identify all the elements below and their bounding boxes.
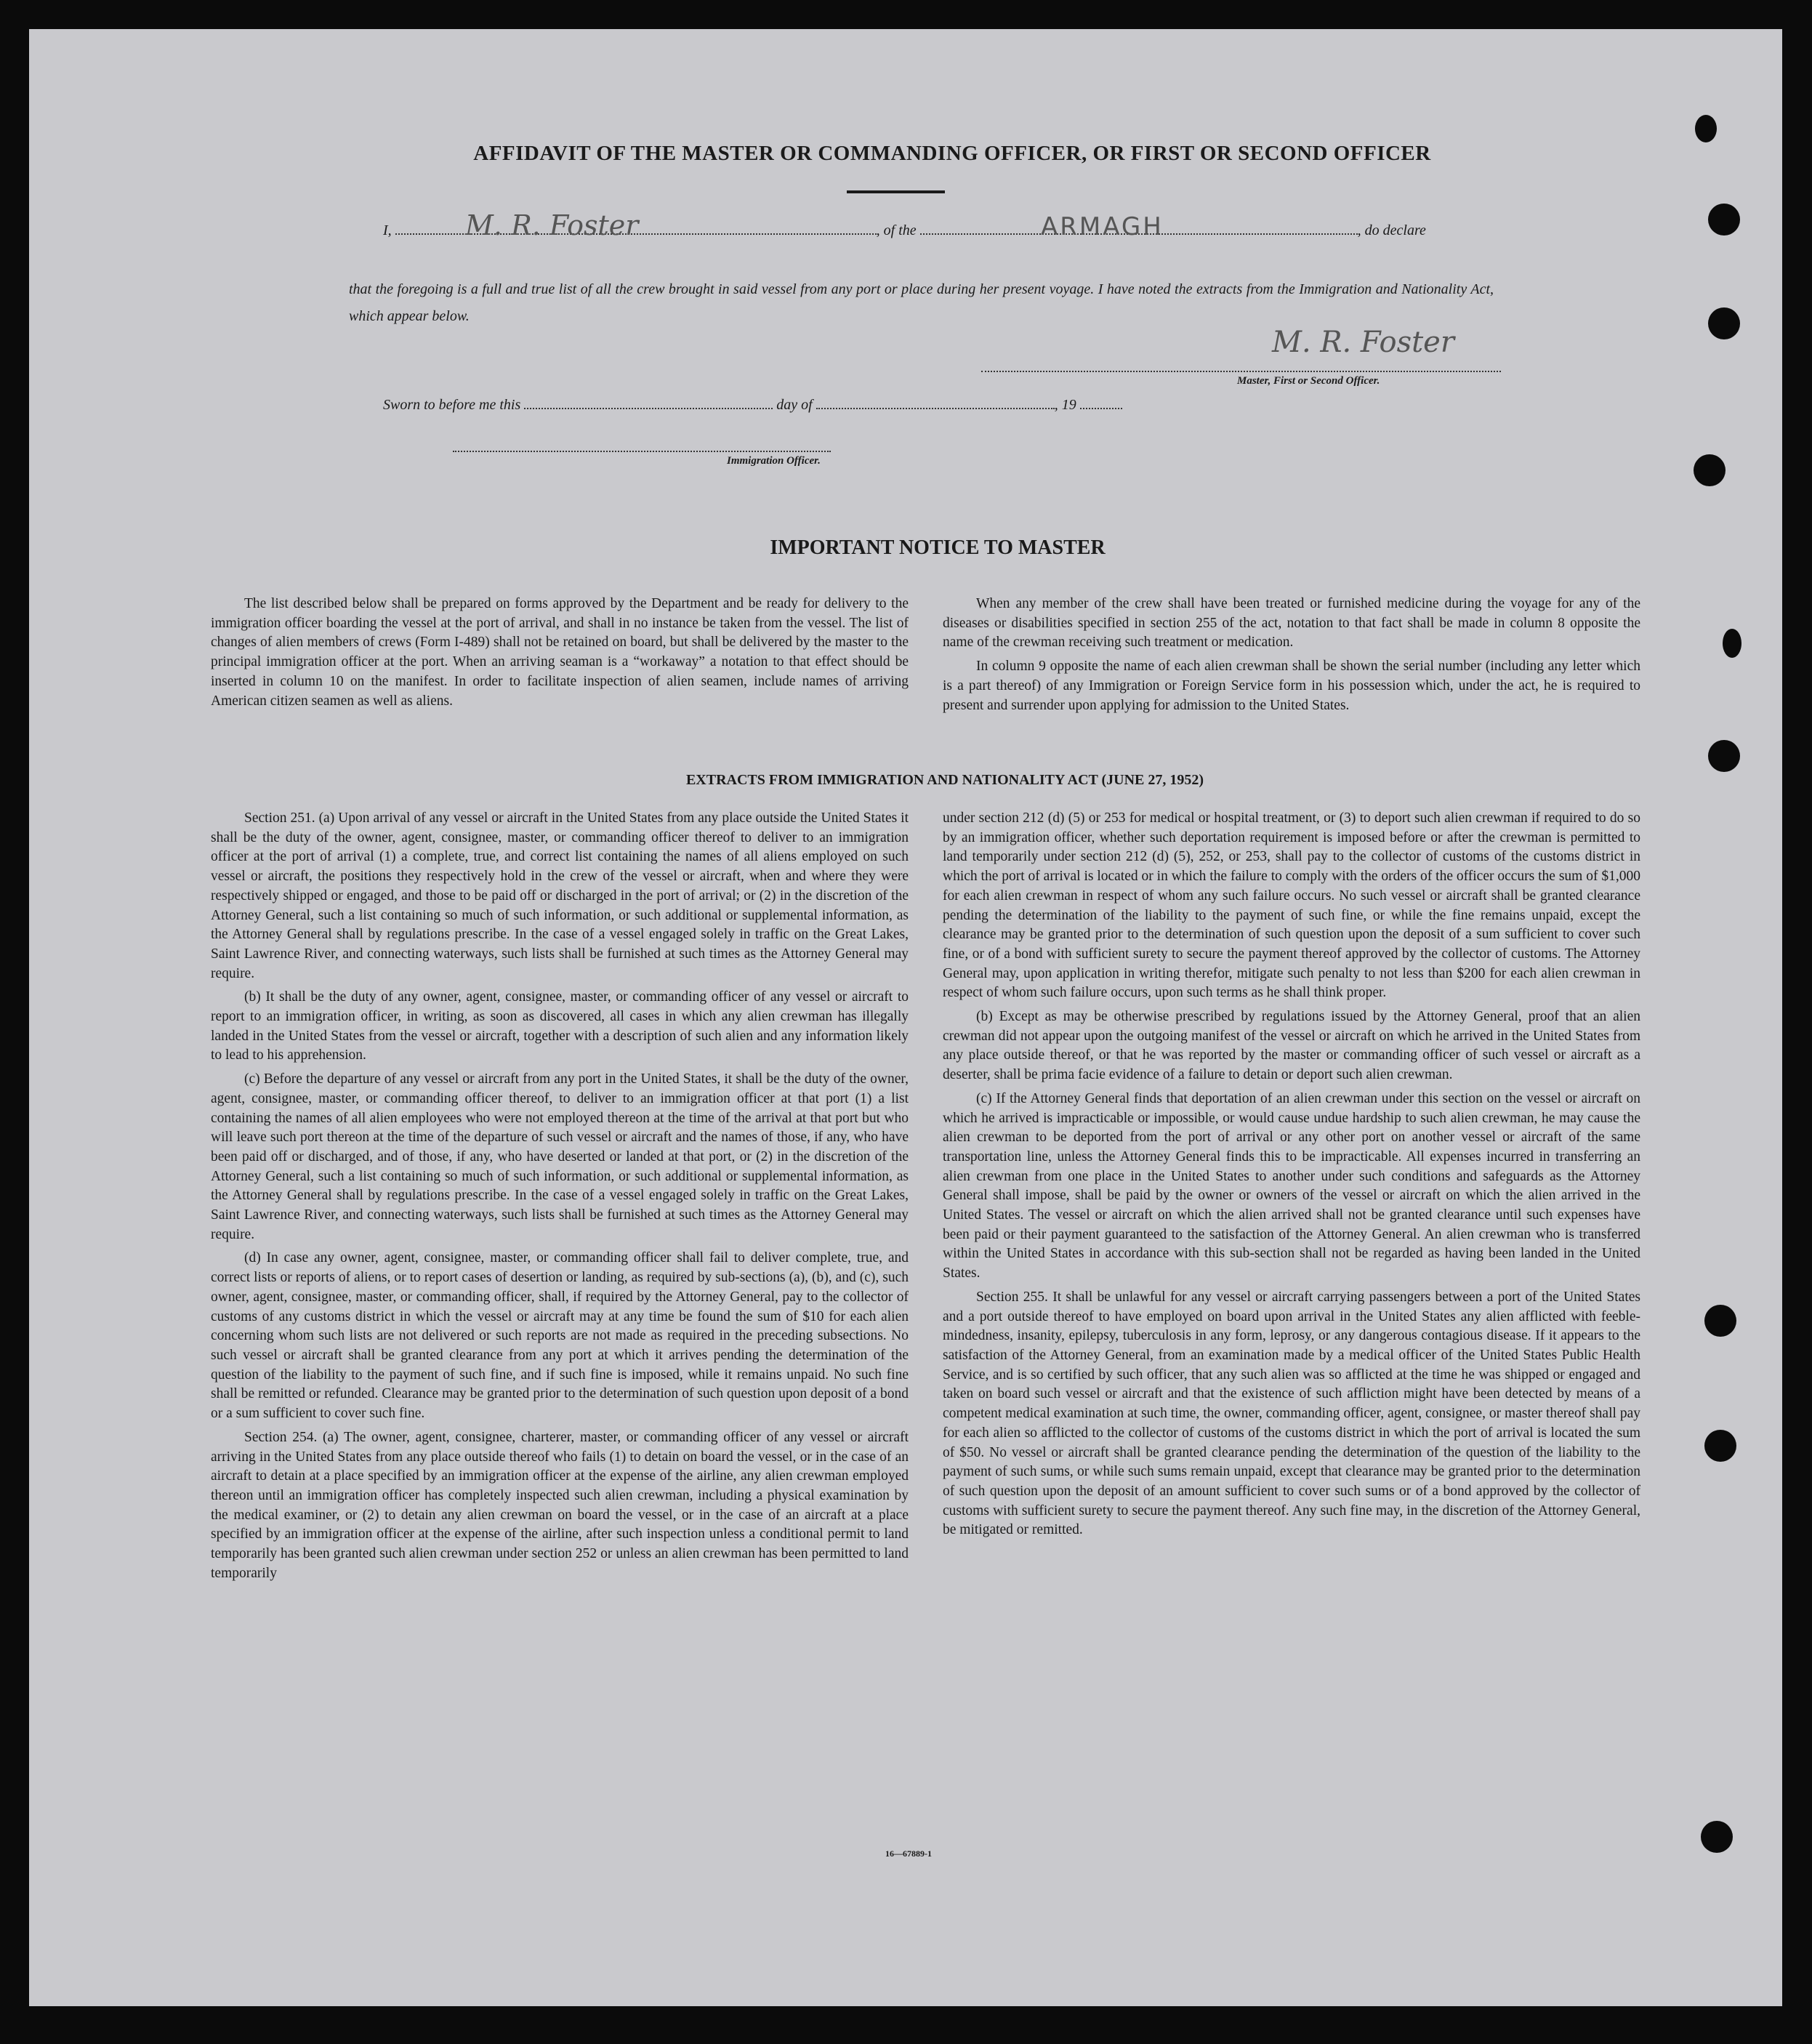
year-field (1080, 408, 1122, 409)
punch-hole (1708, 307, 1740, 339)
affidavit-statement: that the foregoing is a full and true list of all the crew brought in said vessel from any port or place during her present voyage. I have noted the extracts from the Immigration and Nationality Act, which appear below. (349, 281, 1494, 324)
notice-right-column (943, 595, 1640, 715)
notice-left-column (211, 595, 909, 711)
section-251-a: Section 251. (a) Upon arrival of any vessel or aircraft in the United States from any place outside the United States it shall be the duty of the owner, agent, consignee, master, or commanding officer thereof to deliver to an immigration officer at the port of arrival (1) a complete, true, and correct list containing the names of all aliens employed on such vessel or aircraft, the positions they respectively hold in the crew of the vessel or aircraft, when and where they were respectively shipped or engaged, and those to be paid off or discharged in the port of arrival; or (2) in the discretion of the Attorney General, such a list containing so much of such information, or such additional or supplemental information, as the Attorney General shall by regulations prescribe. In the case of a vessel engaged solely in traffic on the Great Lakes, Saint Lawrence River, and connecting waterways, such lists shall be furnished at such times as the Attorney General may require. (211, 810, 909, 981)
section-254-a-continued: under section 212 (d) (5) or 253 for medical or hospital treatment, or (3) to deport such alien crewman if required to do so by an immigration officer, whether such deportation requirement is imposed before or after the crewman is permitted to land temporarily under section 212 (d) (5), 252, or 253, shall pay to the collector of customs of the customs district in which the port of arrival is located or in which the failure to comply with the orders of the officer occurs the sum of $1,000 for each alien crewman in respect of whom any such failure occurs. No such vessel or aircraft shall be granted clearance pending the determination of the liability to the payment of such fine, or while the fine remains unpaid, except the clearance may be granted prior to the determination of such question upon the deposit of a sum sufficient to cover such fine, or of a bond with sufficient surety to secure the payment thereof approved by the collector of customs. The Attorney General may, upon application in writing therefor, mitigate such penalty to not less than $200 for each alien crewman in respect of whom such failure occurs, upon such terms as he shall think proper. (943, 810, 1640, 1001)
signature-caption: Master, First or Second Officer. (1237, 375, 1380, 387)
section-254-a: Section 254. (a) The owner, agent, consignee, charterer, master, or commanding officer of any vessel or aircraft arriving in the United States from any place outside thereof who fails (1) to detain on board the vessel, or in the case of an aircraft to detain at a place specified by an immigration officer at the expense of the airline, any alien crewman employed thereon until an immigration officer has completely inspected such alien crewman, including a physical examination by the medical examiner, or (2) to detain any alien crewman on board the vessel, or in the case of an aircraft at a place specified by an immigration officer at the expense of the airline, after such inspection unless a conditional permit to land temporarily has been granted such alien crewman under section 252 or unless an alien crewman has been permitted to land temporarily (211, 1429, 909, 1581)
section-251-d: (d) In case any owner, agent, consignee, master, or commanding officer shall fail to deliver complete, true, and correct lists or reports of aliens, or to report cases of desertion or landing, as required by sub-sections (a), (b), and (c), such owner, agent, consignee, master, or commanding officer, shall, if required by the Attorney General, pay to the collector of customs of any customs district in which the vessel or aircraft may at any time be found the sum of $10 for each alien concerning whom such lists are not delivered or such reports are not made as required in the preceding subsections. No such vessel or aircraft shall be granted clearance from any port at which it arrives pending the determination of the question of the liability to the payment of such fine, and if such fine is imposed, while it remains unpaid. No such fine shall be remitted or refunded. Clearance may be granted prior to the determination of such question upon deposit of a bond or a sum sufficient to cover such fine. (211, 1250, 909, 1422)
sworn-date-field (524, 408, 773, 409)
document-sheet (29, 29, 1782, 2006)
notice-title: IMPORTANT NOTICE TO MASTER (770, 536, 1106, 559)
officer-signature-line (453, 451, 831, 452)
i-label: I, (383, 222, 392, 238)
punch-hole (1694, 454, 1726, 486)
notice-paragraph: When any member of the crew shall have been treated or furnished medicine during the voyage for any of the diseases or disabilities specified in section 255 of the act, notation to that fact shall be made in column 8 opposite the name of the crewman receiving such treatment or medication. (943, 596, 1640, 651)
extracts-left-column (211, 809, 909, 1583)
extracts-title: EXTRACTS FROM IMMIGRATION AND NATIONALITY ACT (JUNE 27, 1952) (685, 772, 1204, 788)
extracts-right-column (943, 809, 1640, 1540)
signature-handwritten: M. R. Foster (1272, 326, 1454, 359)
master-name-handwritten: M. R. Foster (465, 209, 639, 241)
punch-hole (1701, 1821, 1733, 1853)
section-251-b: (b) It shall be the duty of any owner, agent, consignee, master, or commanding officer of any vessel or aircraft to report to an immigration officer, in writing, as soon as discovered, all cases in which any alien crewman has illegally landed in the United States from the vessel or aircraft, together with a description of such alien and any information likely to lead to his apprehension. (211, 989, 909, 1063)
title-divider (847, 190, 945, 193)
sworn-label: Sworn to before me this (383, 397, 521, 413)
punch-hole (1704, 1305, 1736, 1337)
vessel-name-handwritten: ARMAGH (1041, 212, 1164, 241)
signature-line (981, 371, 1501, 372)
punch-hole (1708, 740, 1740, 772)
affidavit-title: AFFIDAVIT OF THE MASTER OR COMMANDING OFFICER, OR FIRST OR SECOND OFFICER (473, 142, 1431, 165)
day-of-label: day of (776, 397, 813, 413)
month-field (816, 408, 1055, 409)
section-254-c: (c) If the Attorney General finds that deportation of an alien crewman under this section on the vessel or aircraft on which he arrived is impracticable or impossible, or would cause undue hardship to such alien crewman, he may cause the alien crewman to be deported from the port of arrival or any other port on another vessel or aircraft of the same transportation line, unless the Attorney General finds this to be impracticable. All expenses incurred in transferring an alien crewman from one place in the United States to another under such conditions and safeguards as the Attorney General shall impose, shall be paid by the owner or owners of the vessel or aircraft on which the alien arrived in the United States. The vessel or aircraft on which the alien arrived shall not be granted clearance until such expenses have been paid or their payment guaranteed to the satisfaction of the Attorney General. An alien crewman who is transferred within the United States in accordance with this sub-section shall not be regarded as having been landed in the United States. (943, 1090, 1640, 1281)
of-the-label: , of the (876, 222, 917, 238)
year-label: , 19 (1054, 397, 1076, 413)
notice-paragraph: In column 9 opposite the name of each alien crewman shall be shown the serial number (including any letter which is a part thereof) of any Immigration or Foreign Service form in his possession which, under the act, he is required to present and surrender upon applying for admission to the United States. (943, 659, 1640, 713)
officer-caption: Immigration Officer. (727, 455, 821, 467)
sworn-line (383, 397, 1122, 414)
punch-hole (1704, 1430, 1736, 1462)
declare-label: , do declare (1357, 222, 1426, 238)
punch-hole (1695, 115, 1717, 142)
punch-hole (1723, 629, 1741, 658)
page (29, 29, 1782, 2006)
notice-paragraph: The list described below shall be prepared on forms approved by the Department and be ready for delivery to the immigration officer boarding the vessel at the port of arrival, and shall in no instance be taken from the vessel. The list of changes of alien members of crews (Form I-489) shall not be retained on board, but shall be delivered by the master to the principal immigration officer at the port. When an arriving seaman is a “workaway” a notation to that effect should be inserted in column 10 on the manifest. In order to facilitate inspection of alien seamen, include names of arriving American citizen seamen as well as aliens. (211, 596, 909, 709)
punch-hole (1708, 204, 1740, 236)
section-251-c: (c) Before the departure of any vessel or aircraft from any port in the United States, it shall be the duty of the owner, agent, consignee, master, or commanding officer thereof, to deliver to an immigration officer at that port (1) a list containing the names of all alien employees who were not employed thereon at the time of the arrival at that port but who will leave such port thereon at the time of the departure of such vessel or aircraft and the names of those, if any, who have been paid off or discharged, and of those, if any, who have deserted or landed at that port, or (2) in the discretion of the Attorney General, such a list containing so much of such information, or such additional or supplemental information, as the Attorney General shall by regulations prescribe. In the case of a vessel engaged solely in traffic on the Great Lakes, Saint Lawrence River, and connecting waterways, such lists shall be furnished at such times as the Attorney General may require. (211, 1071, 909, 1242)
section-255: Section 255. It shall be unlawful for any vessel or aircraft carrying passengers between a port of the United States and a port outside thereof to have employed on board upon arrival in the United States any alien afflicted with feeble-mindedness, insanity, epilepsy, tuberculosis in any form, leprosy, or any dangerous contagious disease. If it appears to the satisfaction of the Attorney General, from an examination made by a medical officer of the United States Public Health Service, and is so certified by such officer, that any such alien was so afflicted at the time he was shipped or engaged and taken on board such vessel or aircraft and that the existence of such affliction might have been detected by means of a competent medical examination at such time, the owner, commanding officer, agent, consignee, or master thereof shall pay for each alien so afflicted to the collector of customs of the customs district in which the port of arrival is located the sum of $50. No vessel or aircraft shall be granted clearance pending the determination of the question of the liability to the payment of such sums, or while such sums remain unpaid, except that clearance may be granted prior to the determination of such question upon the deposit of an amount sufficient to cover such sums or of a bond approved by the collector of customs with sufficient surety to secure the payment thereof. Any such fine may, in the discretion of the Attorney General, be mitigated or remitted. (943, 1289, 1640, 1538)
section-254-b: (b) Except as may be otherwise prescribed by regulations issued by the Attorney General, proof that an alien crewman did not appear upon the outgoing manifest of the vessel or aircraft on which he arrived in the United States from any place outside thereof, or that he was reported by the master or commanding officer of such vessel or aircraft as a deserter, shall be prima facie evidence of a failure to detain or deport such alien crewman. (943, 1009, 1640, 1083)
form-number: 16—67889-1 (885, 1848, 932, 1859)
